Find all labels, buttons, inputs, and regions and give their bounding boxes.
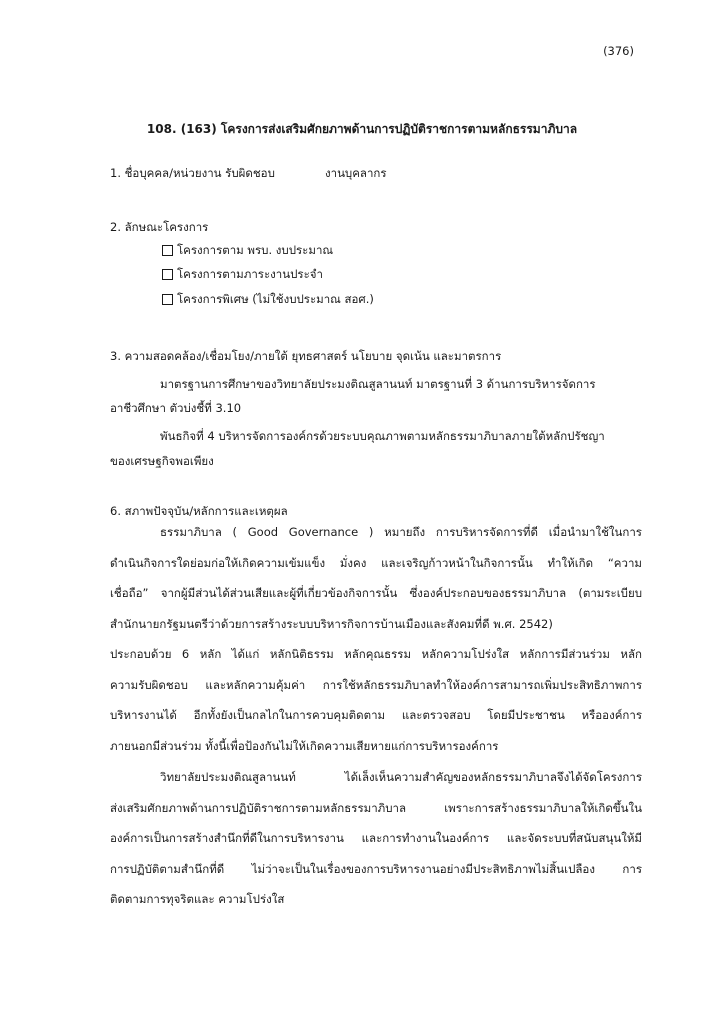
checkbox-unchecked-icon — [162, 294, 173, 305]
section3-label: 3. ความสอดคล้อง/เชื่อมโยง/ภายใต้ ยุทธศาสตร์ นโยบาย จุดเน้น และมาตรการ — [110, 349, 502, 363]
paragraph-line: สำนักนายกรัฐมนตรีว่าด้วยการสร้างระบบบริหารกิจการบ้านเมืองและสังคมที่ดี พ.ศ. 2542) — [110, 616, 553, 631]
paragraph-line: เชื่อถือ” จากผู้มีส่วนได้ส่วนเสียและผู้ที่เกี่ยวข้องกิจการนั้น ซึ่งองค์ประกอบของธรรมาภิบาล (ตามระเบียบ — [110, 586, 642, 600]
paragraph-line: การปฏิบัติตามสำนึกที่ดี ไม่ว่าจะเป็นในเรื่องของการบริหารงานอย่างมีประสิทธิภาพไม่สิ้นเปลือง การ — [110, 861, 642, 876]
option-routine-work — [162, 268, 323, 282]
section3-mission-line1: พันธกิจที่ 4 บริหารจัดการองค์กรด้วยระบบคุณภาพตามหลักธรรมาภิบาลภายใต้หลักปรัชญา — [160, 429, 605, 443]
section3-mission-line2: ของเศรษฐกิจพอเพียง — [110, 454, 214, 468]
section6-paragraph2 — [110, 762, 642, 915]
paragraph-line: ประกอบด้วย 6 หลัก ได้แก่ หลักนิติธรรม หลักคุณธรรม หลักความโปร่งใส หลักการมีส่วนร่วม หลัก — [110, 647, 642, 661]
section3-standard-line1: มาตรฐานการศึกษาของวิทยาลัยประมงติณสูลานนท์ มาตรฐานที่ 3 ด้านการบริหารจัดการ — [160, 377, 596, 391]
document-title: 108. (163) โครงการส่งเสริมศักยภาพด้านการปฏิบัติราชการตามหลักธรรมาภิบาล — [146, 122, 578, 136]
paragraph-line: ความรับผิดชอบ และหลักความคุ้มค่า การใช้หลักธรรมภิบาลทำให้องค์การสามารถเพิ่มประสิทธิภาพการ — [110, 677, 642, 692]
section6-label: 6. สภาพปัจจุบัน/หลักการและเหตุผล — [110, 504, 288, 518]
paragraph-line: ธรรมาภิบาล ( Good Governance ) หมายถึง การบริหารจัดการที่ดี เมื่อนำมาใช้ในการ — [160, 525, 642, 539]
option-label: โครงการตาม พรบ. งบประมาณ — [177, 243, 334, 257]
paragraph-line: ส่งเสริมศักยภาพด้านการปฏิบัติราชการตามหลักธรรมาภิบาล เพราะการสร้างธรรมาภิบาลให้เกิดขึ้นใน — [110, 800, 642, 815]
option-label: โครงการตามภาระงานประจำ — [177, 267, 323, 281]
paragraph-line: ติดตามการทุจริตและ ความโปร่งใส — [110, 892, 285, 906]
paragraph-line: บริหารงานได้ อีกทั้งยังเป็นกลไกในการควบคุมติดตาม และตรวจสอบ โดยมีประชาชน หรือองค์การ — [110, 708, 642, 722]
paragraph-line: วิทยาลัยประมงติณสูลานนท์ ได้เล็งเห็นความสำคัญของหลักธรรมาภิบาลจึงได้จัดโครงการ — [160, 770, 642, 784]
option-budget-act — [162, 244, 333, 258]
section1-value: งานบุคลากร — [325, 166, 387, 180]
page-number: (376) — [603, 44, 634, 58]
option-label: โครงการพิเศษ (ไม่ใช้งบประมาณ สอศ.) — [177, 292, 374, 306]
section2-label: 2. ลักษณะโครงการ — [110, 220, 209, 234]
checkbox-unchecked-icon — [162, 245, 173, 256]
checkbox-unchecked-icon — [162, 269, 173, 280]
section1-label: 1. ชื่อบุคคล/หน่วยงาน รับผิดชอบ — [110, 166, 275, 180]
option-special-project — [162, 293, 374, 307]
section3-standard-line2: อาชีวศึกษา ตัวบ่งชี้ที่ 3.10 — [110, 401, 242, 415]
paragraph-line: ภายนอกมีส่วนร่วม ทั้งนี้เพื่อป้องกันไม่ให้เกิดความเสียหายแก่การบริหารองค์การ — [110, 738, 499, 753]
paragraph-line: ดำเนินกิจการใดย่อมก่อให้เกิดความเข้มแข็ง มั่งคง และเจริญก้าวหน้าในกิจการนั้น ทำให้เกิด “ความ — [110, 555, 642, 570]
paragraph-line: องค์การเป็นการสร้างสำนึกที่ดีในการบริหารงาน และการทำงานในองค์การ และจัดระบบที่สนับสนุนให้มี — [110, 831, 642, 845]
section6-paragraph1 — [110, 517, 642, 761]
